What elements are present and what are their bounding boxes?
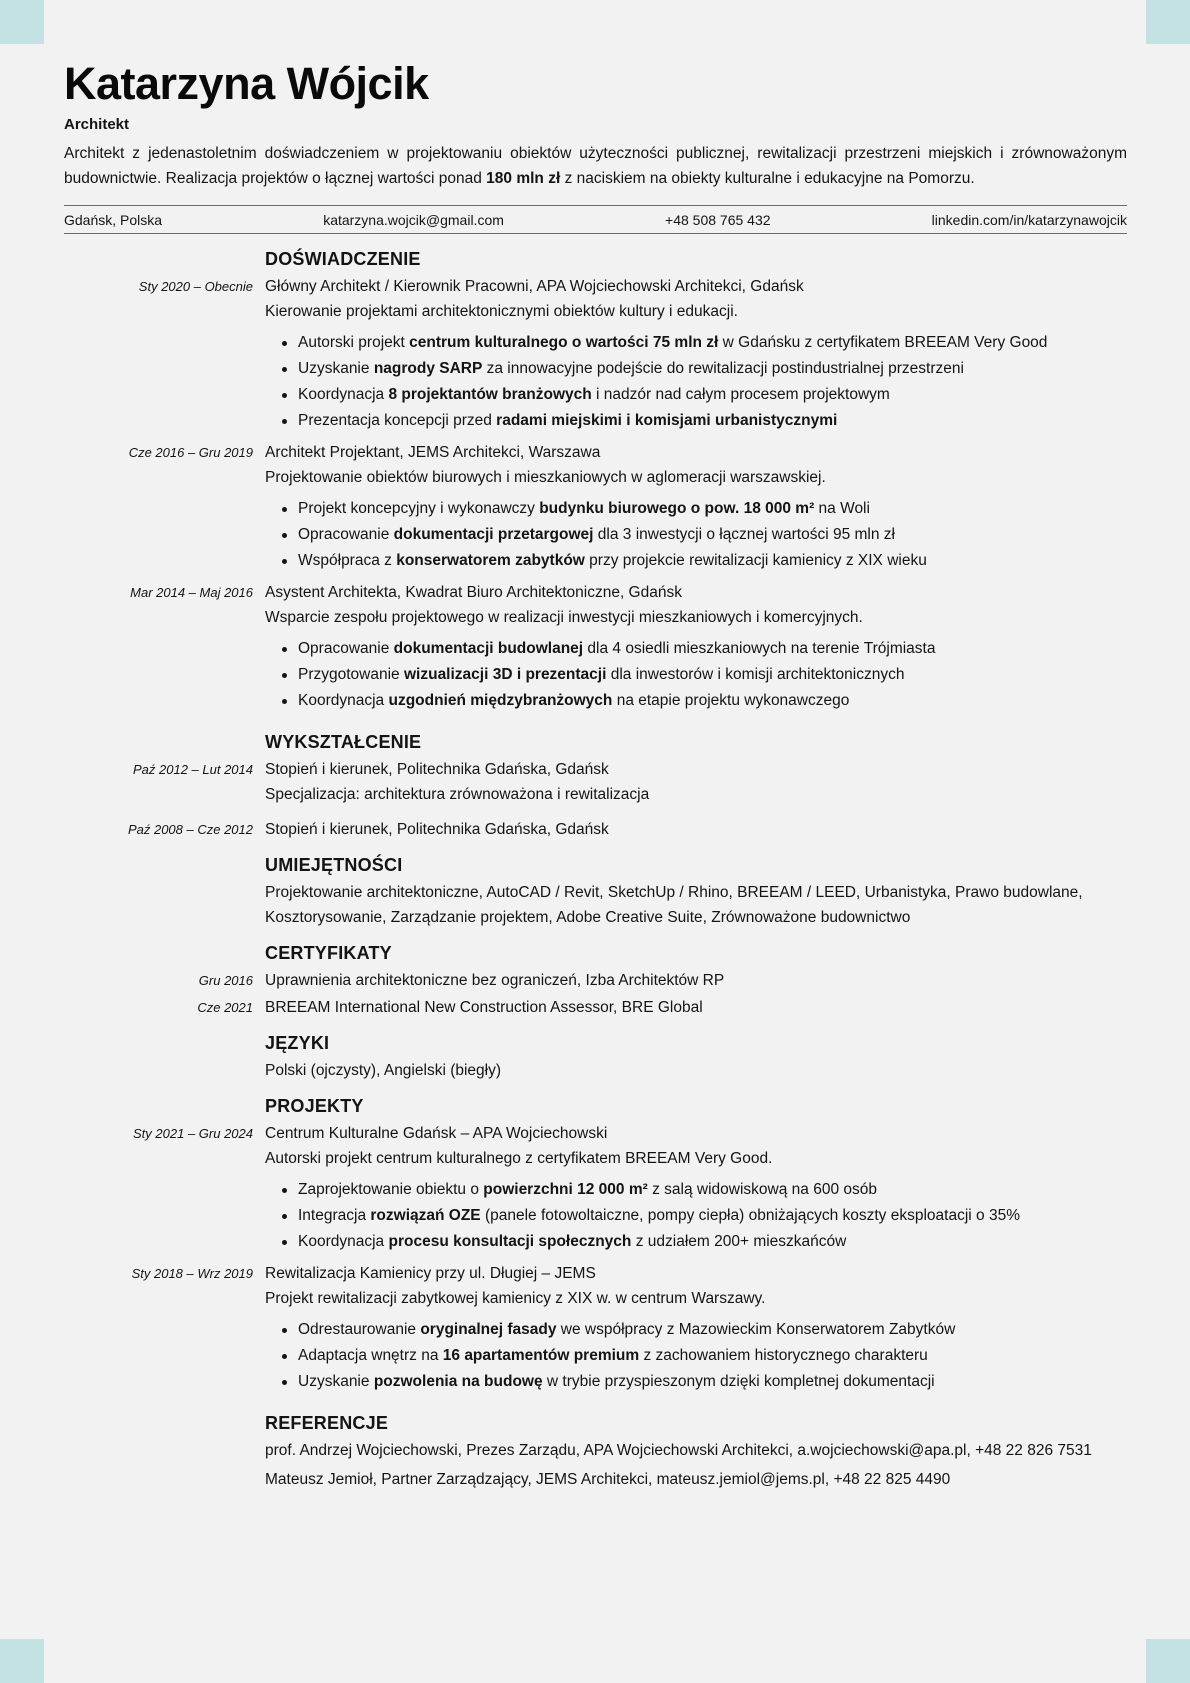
- project-description: Projekt rewitalizacji zabytkowej kamienicy z XIX w. w centrum Warszawy.: [265, 1290, 766, 1307]
- project-entry: [133, 1121, 1127, 1255]
- languages-section: [265, 1031, 1127, 1083]
- project-name: Centrum Kulturalne Gdańsk – APA Wojciechowski: [265, 1125, 608, 1142]
- bullet-list: [265, 496, 1127, 574]
- candidate-role: Architekt: [64, 116, 130, 133]
- bullet-highlight: nagrody SARP: [373, 360, 483, 377]
- bullet-text: i nadzór nad całym procesem projektowym: [591, 386, 890, 403]
- section-title: PROJEKTY: [265, 1096, 364, 1116]
- bullet-item: [298, 1203, 1127, 1229]
- bullet-text: Koordynacja: [298, 386, 389, 403]
- entry-date: Sty 2021 – Gru 2024: [133, 1126, 253, 1141]
- bullet-highlight: 16 apartamentów premium: [442, 1347, 640, 1364]
- section-title: WYKSZTAŁCENIE: [265, 732, 422, 752]
- references-section: [265, 1411, 1127, 1492]
- certificate-entry: [197, 995, 1127, 1020]
- contact-phone[interactable]: +48 508 765 432: [665, 211, 771, 228]
- bullet-highlight: dokumentacji przetargowej: [393, 526, 594, 543]
- summary-highlight: 180 mln zł: [486, 170, 561, 187]
- section-title: CERTYFIKATY: [265, 943, 392, 963]
- bullet-highlight: oryginalnej fasady: [420, 1321, 557, 1338]
- projects-section: [131, 1094, 1127, 1395]
- section-title: UMIEJĘTNOŚCI: [265, 855, 403, 875]
- entry-date: Sty 2018 – Wrz 2019: [131, 1266, 253, 1281]
- bullet-item: [298, 1317, 1127, 1343]
- bullet-highlight: konserwatorem zabytków: [396, 552, 585, 569]
- summary: [64, 141, 1127, 191]
- bullet-text: Koordynacja: [298, 692, 389, 709]
- reference-item: prof. Andrzej Wojciechowski, Prezes Zarządu, APA Wojciechowski Architekci, a.wojciechowski@apa.pl, +48 22 826 7531: [265, 1442, 1092, 1459]
- bullet-text: dla 3 inwestycji o łącznej wartości 95 mln zł: [593, 526, 895, 543]
- section-title: REFERENCJE: [265, 1413, 389, 1433]
- entry-date: Cze 2021: [197, 1000, 253, 1015]
- bullet-text: za innowacyjne podejście do rewitalizacji postindustrialnej przestrzeni: [482, 360, 964, 377]
- bullet-highlight: dokumentacji budowlanej: [393, 640, 584, 657]
- entry-position: Asystent Architekta, Kwadrat Biuro Architektoniczne, Gdańsk: [265, 584, 682, 601]
- bullet-text: Współpraca z: [298, 552, 397, 569]
- experience-entry: [138, 274, 1127, 434]
- contact-location: Gdańsk, Polska: [64, 211, 163, 228]
- education-entry: [133, 757, 1127, 807]
- certificates-section: [197, 941, 1127, 1020]
- bullet-text: Autorski projekt: [298, 334, 410, 351]
- bullet-text: z udziałem 200+ mieszkańców: [631, 1233, 847, 1250]
- bullet-text: Odrestaurowanie: [298, 1321, 421, 1338]
- corner-decoration: [0, 0, 44, 44]
- bullet-highlight: rozwiązań OZE: [370, 1207, 481, 1224]
- languages-text: Polski (ojczysty), Angielski (biegły): [265, 1062, 502, 1079]
- resume-page: [64, 56, 1127, 1492]
- education-section: [127, 730, 1127, 842]
- bullet-item: [298, 356, 1127, 382]
- bullet-text: Adaptacja wnętrz na: [298, 1347, 443, 1364]
- entry-degree: Stopień i kierunek, Politechnika Gdańska, Gdańsk: [265, 761, 609, 778]
- bullet-highlight: budynku biurowego o pow. 18 000 m²: [539, 500, 815, 517]
- experience-entry: [128, 440, 1127, 574]
- bullet-highlight: procesu konsultacji społecznych: [388, 1233, 632, 1250]
- bullet-item: [298, 636, 1127, 662]
- bullet-highlight: wizualizacji 3D i prezentacji: [403, 666, 607, 683]
- bullet-item: [298, 1177, 1127, 1203]
- section-title: JĘZYKI: [265, 1033, 330, 1053]
- bullet-text: na etapie projektu wykonawczego: [612, 692, 850, 709]
- bullet-text: Uzyskanie: [298, 360, 374, 377]
- bullet-text: we współpracy z Mazowieckim Konserwatorem Zabytków: [556, 1321, 956, 1338]
- bullet-text: przy projekcie rewitalizacji kamienicy z XIX wieku: [584, 552, 927, 569]
- bullet-highlight: pozwolenia na budowę: [373, 1373, 543, 1390]
- bullet-text: dla inwestorów i komisji architektonicznych: [606, 666, 905, 683]
- entry-date: Mar 2014 – Maj 2016: [130, 585, 253, 600]
- entry-description: Projektowanie obiektów biurowych i mieszkaniowych w aglomeracji warszawskiej.: [265, 469, 826, 486]
- certificate-entry: [198, 968, 1127, 993]
- bullet-item: [298, 1369, 1127, 1395]
- bullet-text: dla 4 osiedli mieszkaniowych na terenie Trójmiasta: [583, 640, 936, 657]
- bullet-list: [265, 1317, 1127, 1395]
- candidate-name: Katarzyna Wójcik: [64, 58, 429, 109]
- bullet-text: w trybie przyspieszonym dzięki kompletnej dokumentacji: [542, 1373, 935, 1390]
- entry-date: Gru 2016: [198, 973, 253, 988]
- bullet-text: Przygotowanie: [298, 666, 404, 683]
- bullet-list: [265, 330, 1127, 434]
- entry-position: Główny Architekt / Kierownik Pracowni, APA Wojciechowski Architekci, Gdańsk: [265, 278, 804, 295]
- experience-section: [128, 247, 1127, 714]
- corner-decoration: [1146, 1639, 1190, 1683]
- bullet-item: [298, 408, 1127, 434]
- bullet-item: [298, 330, 1127, 356]
- bullet-list: [265, 636, 1127, 714]
- bullet-item: [298, 1343, 1127, 1369]
- bullet-text: z salą widowiskową na 600 osób: [647, 1181, 877, 1198]
- entry-date: Paź 2012 – Lut 2014: [133, 762, 253, 777]
- bullet-highlight: radami miejskimi i komisjami urbanistycznymi: [496, 412, 838, 429]
- summary-text: Architekt z jedenastoletnim doświadczeniem w projektowaniu obiektów użyteczności publicznej, rewitalizacji przestrzeni miejskich i zrównoważonym budownictwie. Realizacja projektów o łącznej wartości ponad: [64, 145, 1127, 187]
- reference-item: Mateusz Jemioł, Partner Zarządzający, JEMS Architekci, mateusz.jemiol@jems.pl, +48 22 825 4490: [265, 1471, 951, 1488]
- bullet-text: Uzyskanie: [298, 1373, 374, 1390]
- project-description: Autorski projekt centrum kulturalnego z certyfikatem BREEAM Very Good.: [265, 1150, 773, 1167]
- entry-position: Architekt Projektant, JEMS Architekci, Warszawa: [265, 444, 601, 461]
- experience-entry: [130, 580, 1127, 714]
- project-name: Rewitalizacja Kamienicy przy ul. Długiej – JEMS: [265, 1265, 596, 1282]
- entry-description: Kierowanie projektami architektonicznymi obiektów kultury i edukacji.: [265, 303, 738, 320]
- entry-description: Wsparcie zespołu projektowego w realizacji inwestycji mieszkaniowych i komercyjnych.: [265, 609, 863, 626]
- bullet-item: [298, 522, 1127, 548]
- bullet-text: Prezentacja koncepcji przed: [298, 412, 497, 429]
- corner-decoration: [1146, 0, 1190, 44]
- bullet-list: [265, 1177, 1127, 1255]
- entry-date: Paź 2008 – Cze 2012: [127, 822, 253, 837]
- bullet-text: w Gdańsku z certyfikatem BREEAM Very Good: [718, 334, 1048, 351]
- bullet-highlight: centrum kulturalnego o wartości 75 mln zł: [409, 334, 719, 351]
- entry-specialization: Specjalizacja: architektura zrównoważona i rewitalizacja: [265, 786, 650, 803]
- corner-decoration: [0, 1639, 44, 1683]
- bullet-text: Opracowanie: [298, 526, 394, 543]
- bullet-text: Zaprojektowanie obiektu o: [298, 1181, 484, 1198]
- section-title: DOŚWIADCZENIE: [265, 249, 421, 269]
- bullet-text: Koordynacja: [298, 1233, 389, 1250]
- bullet-text: Projekt koncepcyjny i wykonawczy: [298, 500, 540, 517]
- project-entry: [131, 1261, 1127, 1395]
- contact-bar: [64, 205, 1127, 234]
- bullet-highlight: powierzchni 12 000 m²: [483, 1181, 648, 1198]
- bullet-text: Integracja: [298, 1207, 371, 1224]
- bullet-highlight: uzgodnień międzybranżowych: [388, 692, 613, 709]
- entry-date: Cze 2016 – Gru 2019: [128, 445, 253, 460]
- summary-text-end: z naciskiem na obiekty kulturalne i edukacyjne na Pomorzu.: [560, 170, 975, 187]
- entry-degree: Stopień i kierunek, Politechnika Gdańska, Gdańsk: [265, 821, 609, 838]
- bullet-item: [298, 548, 1127, 574]
- bullet-item: [298, 662, 1127, 688]
- skills-section: [265, 853, 1127, 930]
- certificate-name: BREEAM International New Construction Assessor, BRE Global: [265, 999, 703, 1016]
- entry-date: Sty 2020 – Obecnie: [138, 279, 253, 294]
- contact-linkedin[interactable]: linkedin.com/in/katarzynawojcik: [931, 211, 1127, 228]
- bullet-highlight: 8 projektantów branżowych: [388, 386, 592, 403]
- bullet-text: na Woli: [814, 500, 870, 517]
- education-entry: [127, 817, 1127, 842]
- contact-email[interactable]: katarzyna.wojcik@gmail.com: [323, 211, 504, 228]
- skills-text: Projektowanie architektoniczne, AutoCAD / Revit, SketchUp / Rhino, BREEAM / LEED, Urbanistyka, Prawo budowlane, Kosztorysowanie, Zarządzanie projektem, Adobe Creative Suite, Zrównoważone budownictwo: [265, 884, 1083, 926]
- bullet-item: [298, 1229, 1127, 1255]
- bullet-item: [298, 496, 1127, 522]
- bullet-text: (panele fotowoltaiczne, pompy ciepła) obniżających koszty eksploatacji o 35%: [480, 1207, 1020, 1224]
- bullet-item: [298, 382, 1127, 408]
- bullet-item: [298, 688, 1127, 714]
- bullet-text: Opracowanie: [298, 640, 394, 657]
- bullet-text: z zachowaniem historycznego charakteru: [639, 1347, 928, 1364]
- certificate-name: Uprawnienia architektoniczne bez ograniczeń, Izba Architektów RP: [265, 972, 725, 989]
